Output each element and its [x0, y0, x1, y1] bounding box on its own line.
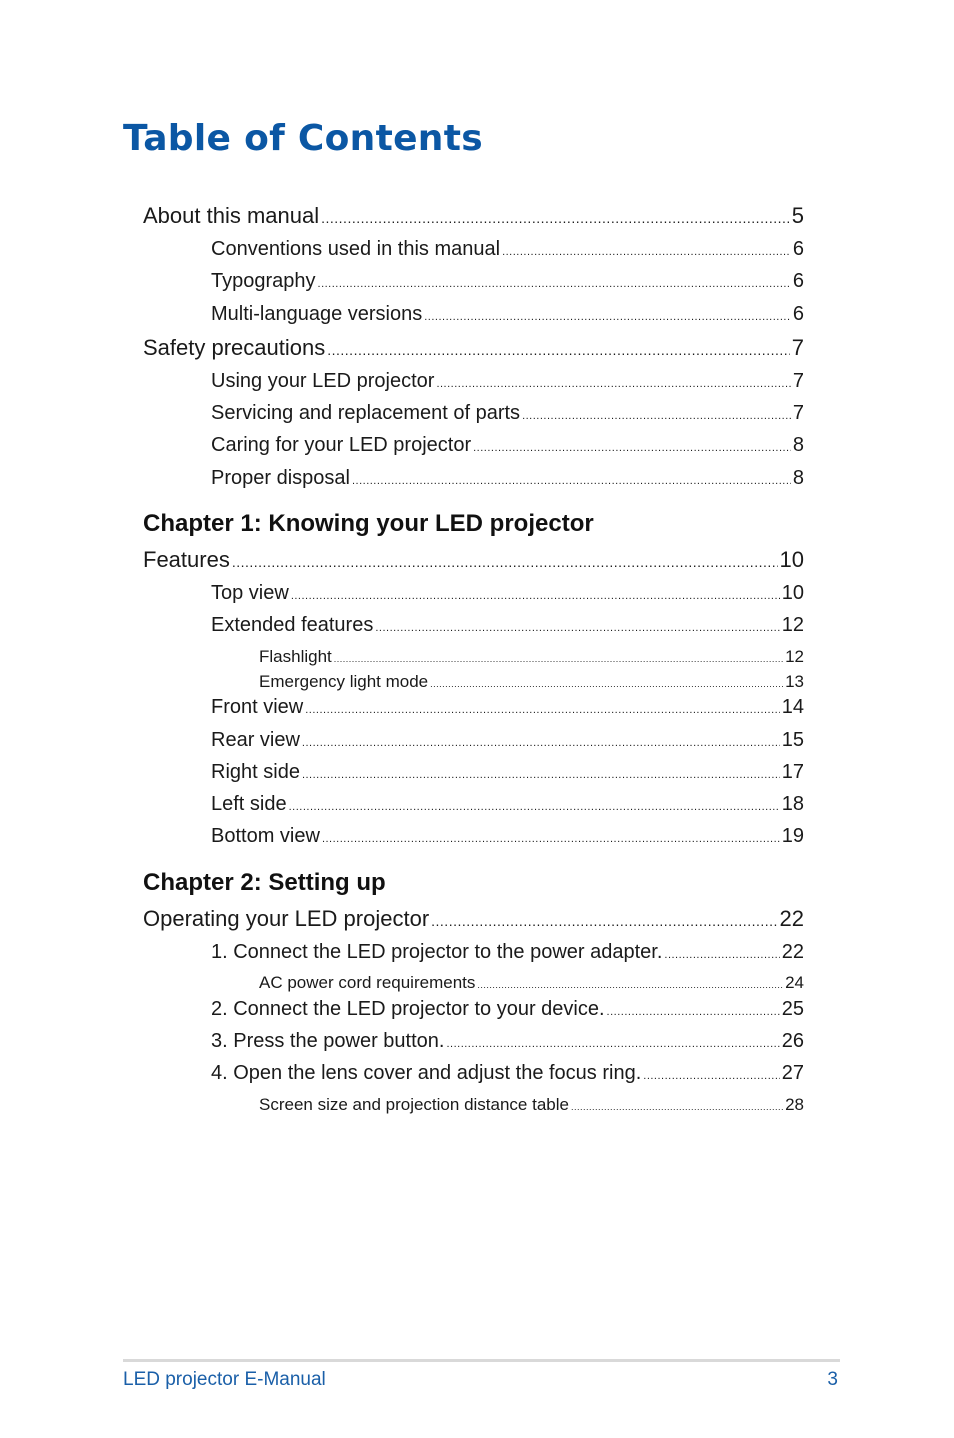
toc-entry[interactable] [259, 647, 804, 669]
toc-entry-label: Top view [211, 582, 289, 604]
toc-entry-page: 7 [791, 335, 804, 360]
dot-leader [664, 941, 779, 964]
toc-entry[interactable] [211, 729, 804, 755]
toc-entry-label: Conventions used in this manual [211, 238, 501, 260]
toc-entry[interactable] [211, 238, 804, 264]
dot-leader [502, 238, 791, 261]
toc-entry-label: Caring for your LED projector [211, 434, 472, 456]
toc-entry-page: 19 [781, 825, 804, 847]
dot-leader [302, 761, 780, 784]
dot-leader [375, 614, 779, 637]
dot-leader [232, 547, 778, 573]
toc-entry[interactable] [211, 582, 804, 608]
toc-entry-label: 2. Connect the LED projector to your device. [211, 998, 605, 1020]
dot-leader [446, 1030, 779, 1053]
toc-entry[interactable] [211, 761, 804, 787]
toc-entry-page: 15 [781, 729, 804, 751]
toc-entry[interactable] [211, 614, 804, 640]
toc-entry-label: Using your LED projector [211, 370, 435, 392]
toc-entry-page: 6 [792, 303, 804, 325]
dot-leader [352, 467, 791, 490]
page-title: Table of Contents [123, 118, 483, 159]
toc-entry-page: 8 [792, 434, 804, 456]
toc-entry[interactable] [211, 370, 804, 396]
toc-entry-label: Right side [211, 761, 300, 783]
toc-entry-page: 22 [781, 941, 804, 963]
toc-entry-label: 3. Press the power button. [211, 1030, 445, 1052]
dot-leader [305, 696, 780, 719]
dot-leader [322, 825, 780, 848]
toc-entry-page: 13 [785, 672, 804, 691]
toc-entry-label: About this manual [143, 203, 320, 228]
toc-entry-page: 6 [792, 270, 804, 292]
toc-entry-page: 27 [781, 1062, 804, 1084]
toc-entry-label: Proper disposal [211, 467, 350, 489]
footer-manual-name: LED projector E-Manual [123, 1369, 326, 1390]
toc-entry[interactable] [143, 203, 804, 231]
toc-entry[interactable] [143, 906, 804, 934]
dot-leader [318, 270, 791, 293]
toc-entry-page: 25 [781, 998, 804, 1020]
dot-leader [321, 203, 790, 229]
toc-entry-label: Extended features [211, 614, 374, 636]
toc-entry-label: Front view [211, 696, 304, 718]
dot-leader [430, 672, 783, 692]
toc-entry[interactable] [211, 941, 804, 967]
dot-leader [571, 1095, 783, 1115]
footer-page-number: 3 [827, 1369, 838, 1390]
dot-leader [431, 906, 777, 932]
toc-entry-label: Typography [211, 270, 316, 292]
toc-entry-page: 7 [792, 370, 804, 392]
toc-entry[interactable] [211, 270, 804, 296]
toc-entry-page: 12 [781, 614, 804, 636]
toc-entry-page: 10 [779, 547, 804, 572]
toc-entry-label: Flashlight [259, 647, 332, 666]
toc-entry[interactable] [211, 1030, 804, 1056]
toc-entry-page: 8 [792, 467, 804, 489]
toc-entry-page: 5 [791, 203, 804, 228]
toc-entry-label: Screen size and projection distance table [259, 1095, 569, 1114]
toc-entry-page: 28 [785, 1095, 804, 1114]
toc-entry-label: 4. Open the lens cover and adjust the focus ring. [211, 1062, 642, 1084]
toc-entry-page: 17 [781, 761, 804, 783]
dot-leader [522, 402, 791, 425]
chapter-heading[interactable]: Chapter 1: Knowing your LED projector [143, 510, 594, 537]
toc-entry[interactable] [211, 825, 804, 851]
toc-entry-page: 24 [785, 973, 804, 992]
toc-entry[interactable] [143, 335, 804, 363]
toc-entry-page: 18 [781, 793, 804, 815]
toc-entry-label: Servicing and replacement of parts [211, 402, 521, 424]
dot-leader [436, 370, 790, 393]
toc-entry[interactable] [259, 672, 804, 694]
dot-leader [291, 582, 780, 605]
toc-entry-label: Multi-language versions [211, 303, 423, 325]
toc-entry-label: Safety precautions [143, 335, 326, 360]
toc-entry[interactable] [143, 547, 804, 575]
toc-entry[interactable] [211, 793, 804, 819]
toc-entry-label: Bottom view [211, 825, 320, 847]
toc-entry-page: 12 [785, 647, 804, 666]
toc-entry-label: Left side [211, 793, 287, 815]
toc-entry-label: Operating your LED projector [143, 906, 430, 931]
dot-leader [302, 729, 780, 752]
footer-divider [123, 1359, 840, 1362]
toc-entry[interactable] [211, 1062, 804, 1088]
toc-entry[interactable] [211, 696, 804, 722]
toc-entry-label: AC power cord requirements [259, 973, 476, 992]
toc-entry[interactable] [211, 402, 804, 428]
toc-entry-page: 14 [781, 696, 804, 718]
toc-entry-label: Rear view [211, 729, 300, 751]
dot-leader [424, 303, 791, 326]
toc-entry-label: Emergency light mode [259, 672, 429, 691]
toc-entry-label: Features [143, 547, 230, 572]
toc-entry-page: 7 [792, 402, 804, 424]
toc-entry[interactable] [259, 1095, 804, 1117]
toc-entry-label: 1. Connect the LED projector to the power adapter. [211, 941, 663, 963]
toc-entry-page: 26 [781, 1030, 804, 1052]
dot-leader [289, 793, 780, 816]
dot-leader [327, 335, 790, 361]
dot-leader [643, 1062, 779, 1085]
toc-entry-page: 10 [781, 582, 804, 604]
toc-entry[interactable] [211, 467, 804, 493]
dot-leader [334, 647, 783, 667]
dot-leader [607, 998, 780, 1021]
dot-leader [477, 973, 783, 993]
toc-entry-page: 6 [792, 238, 804, 260]
toc-entry[interactable] [211, 303, 804, 329]
toc-entry[interactable] [259, 973, 804, 995]
dot-leader [473, 434, 791, 457]
chapter-heading[interactable]: Chapter 2: Setting up [143, 869, 386, 896]
toc-entry[interactable] [211, 998, 804, 1024]
toc-entry[interactable] [211, 434, 804, 460]
toc-entry-page: 22 [779, 906, 804, 931]
